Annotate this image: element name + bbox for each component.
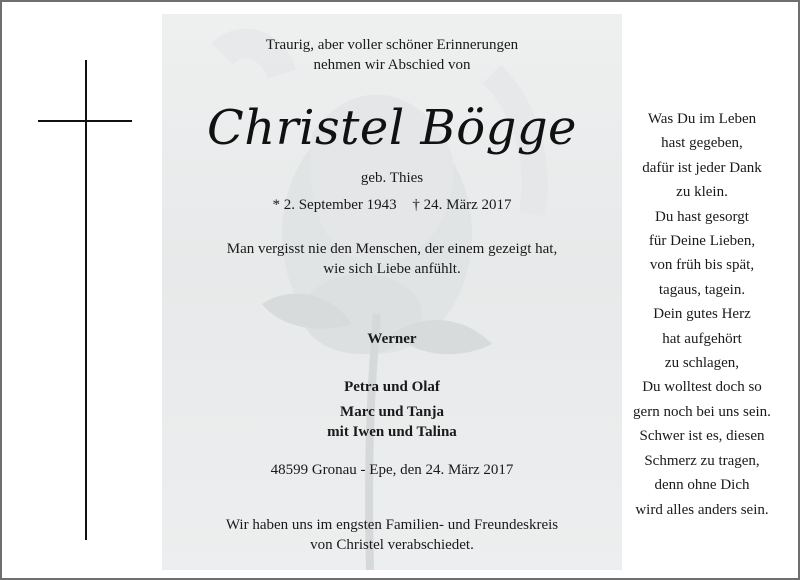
- birth-date: * 2. September 1943: [272, 197, 397, 213]
- intro-text: [172, 35, 612, 75]
- deceased-name: Christel Bögge: [207, 100, 577, 156]
- memorial-quote: [172, 239, 612, 279]
- cross-horizontal-bar: [38, 120, 132, 122]
- poem-line: tagaus, tagein.: [658, 281, 746, 298]
- poem-line: Was Du im Leben: [647, 111, 757, 127]
- poem-line: Dein gutes Herz: [653, 306, 751, 323]
- intro-line: nehmen wir Abschied von: [313, 57, 471, 73]
- birth-name: geb. Thies: [360, 170, 424, 186]
- poem-line: von früh bis spät,: [649, 257, 755, 274]
- closing-line: Wir haben uns im engsten Familien- und Freundeskreis: [225, 517, 559, 533]
- family-spouse: Werner: [367, 331, 417, 347]
- life-dates: [172, 195, 612, 215]
- latin-cross-icon: [38, 60, 134, 540]
- memorial-poem: [614, 107, 790, 522]
- poem-line: Du wolltest doch so: [642, 379, 762, 396]
- poem-line: hat aufgehört: [662, 330, 742, 347]
- place-and-date: 48599 Gronau - Epe, den 24. März 2017: [270, 462, 514, 478]
- quote-line: wie sich Liebe anfühlt.: [323, 261, 461, 277]
- poem-line: Schwer ist es, diesen: [639, 428, 765, 445]
- family-line: Marc und Tanja: [340, 404, 444, 420]
- cross-vertical-bar: [85, 60, 87, 540]
- poem-line: dafür ist jeder Dank: [642, 159, 762, 176]
- poem-line: gern noch bei uns sein.: [633, 403, 771, 420]
- poem-line: Schmerz zu tragen,: [644, 452, 760, 469]
- poem-line: zu schlagen,: [664, 355, 740, 372]
- family-group-2: [172, 402, 612, 442]
- death-date: † 24. März 2017: [412, 197, 512, 213]
- poem-line: Du hast gesorgt: [655, 208, 749, 225]
- closing-text: [172, 515, 612, 555]
- quote-line: Man vergisst nie den Menschen, der einem gezeigt hat,: [226, 241, 558, 257]
- poem-line: hast gegeben,: [661, 135, 743, 152]
- closing-line: von Christel verabschiedet.: [310, 537, 474, 553]
- poem-line: wird alles anders sein.: [635, 501, 769, 518]
- poem-line: für Deine Lieben,: [648, 233, 756, 250]
- intro-line: Traurig, aber voller schöner Erinnerungen: [265, 37, 519, 53]
- family-group-1: Petra und Olaf: [344, 379, 440, 395]
- family-line: mit Iwen und Talina: [327, 424, 457, 440]
- poem-line: zu klein.: [676, 184, 728, 201]
- poem-line: denn ohne Dich: [654, 477, 750, 494]
